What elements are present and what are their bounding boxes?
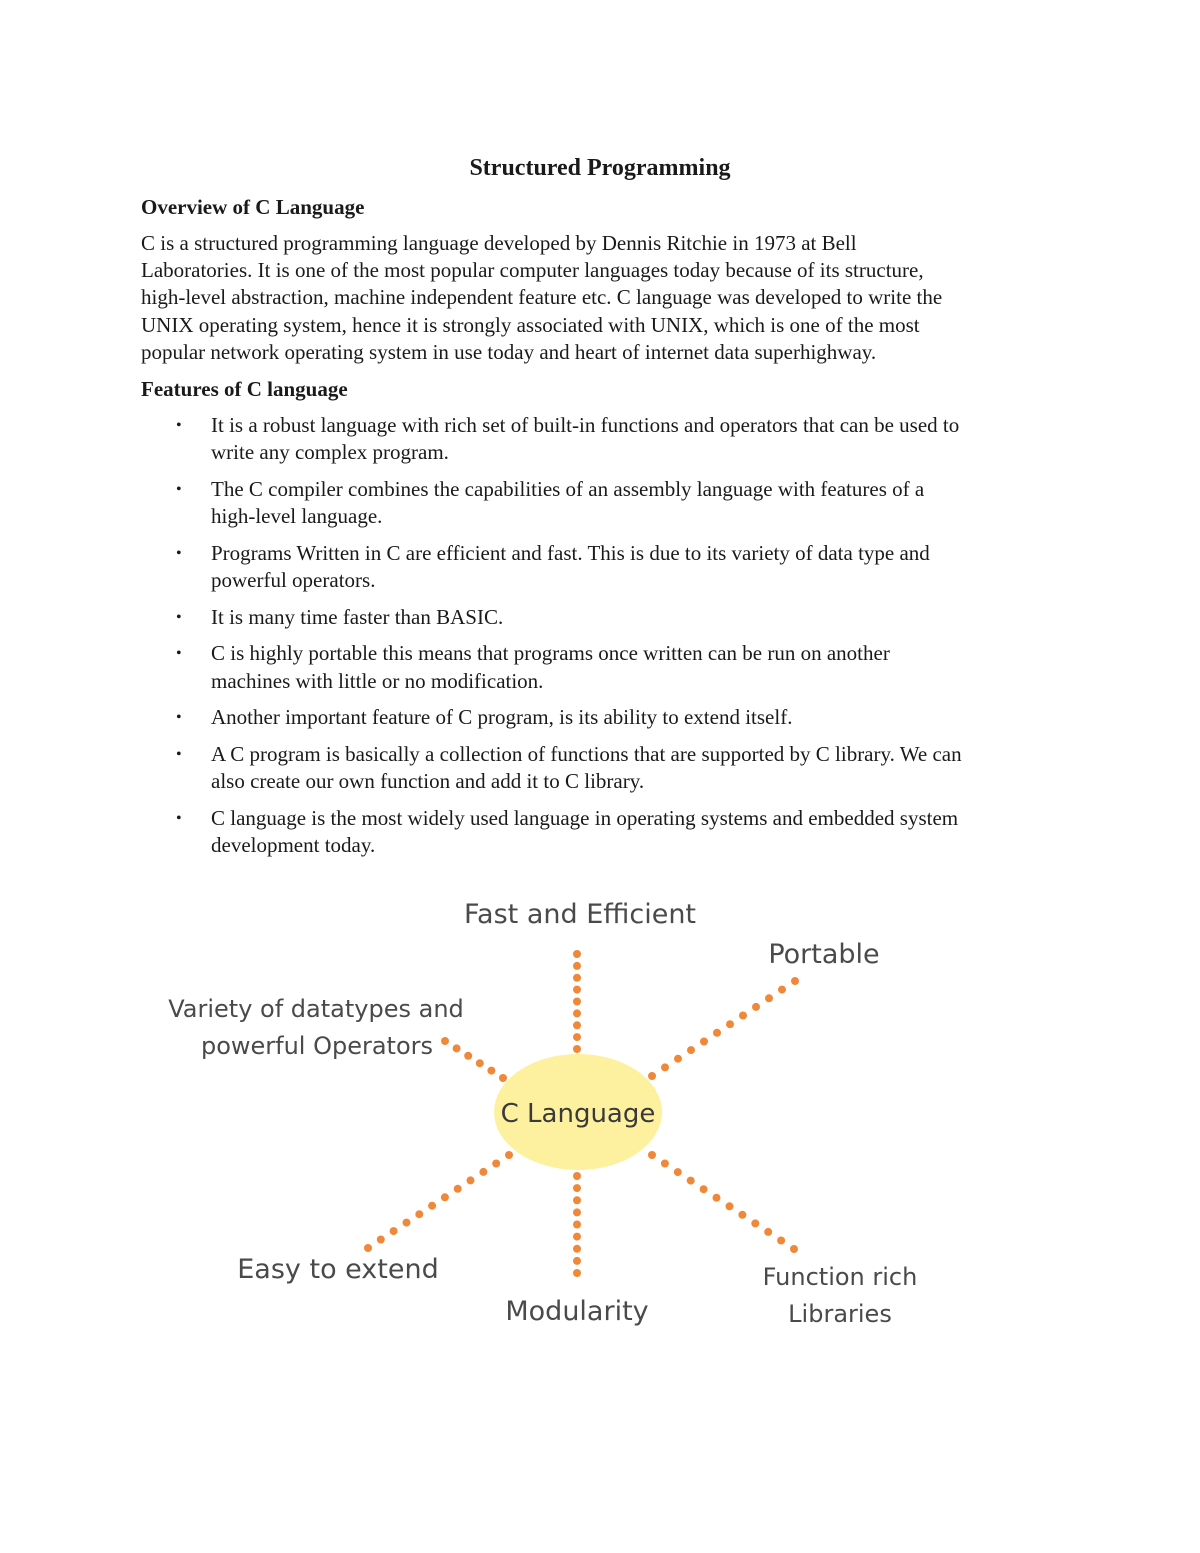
connector-dot [573, 1184, 581, 1192]
list-item-text: write any complex program. [211, 440, 449, 465]
list-item-text: machines with little or no modification. [211, 668, 544, 693]
connector-dot [764, 1228, 772, 1236]
label-modularity: Modularity [505, 1296, 649, 1327]
list-item-text: Programs Written in C are efficient and fast. This is due to its variety of data type and [211, 540, 930, 565]
connector-dot [467, 1176, 475, 1184]
list-item-text: The C compiler combines the capabilities of an assembly language with features of a [211, 476, 925, 501]
connector-dot [573, 1208, 581, 1216]
list-item-text: It is a robust language with rich set of built-in functions and operators that can be used to [211, 413, 960, 437]
features-heading: Features of C language [141, 377, 348, 401]
connector-dot [674, 1055, 682, 1063]
connector-dot [713, 1029, 721, 1037]
connector-dot [765, 994, 773, 1002]
connector-dot [573, 1172, 581, 1180]
list-item-text: A C program is basically a collection of functions that are supported by C library. We can [211, 742, 962, 767]
connector-dot [648, 1072, 656, 1080]
connector-dot [751, 1219, 759, 1227]
connector-dot [790, 1245, 798, 1253]
connector-dot [791, 977, 799, 985]
bullet-icon: • [176, 709, 182, 727]
center-label: C Language [500, 1099, 656, 1129]
connector-dot [573, 962, 581, 970]
connector-dot [573, 1257, 581, 1265]
label-function-rich-line1: Function rich [762, 1263, 918, 1291]
connector-dot [573, 974, 581, 982]
list-item-text: high-level language. [211, 504, 383, 529]
list-item-text: also create our own function and add it to C library. [211, 769, 645, 794]
label-easy-to-extend: Easy to extend [237, 1254, 439, 1285]
connector-dot [726, 1020, 734, 1028]
label-portable: Portable [768, 939, 880, 970]
connector-dot [687, 1177, 695, 1185]
connector-dot [453, 1044, 461, 1052]
connector-bottom [573, 1172, 581, 1277]
connector-dot [415, 1210, 423, 1218]
connector-dot [573, 1245, 581, 1253]
bullet-icon: • [176, 746, 182, 764]
connector-dot [403, 1219, 411, 1227]
connector-dot [441, 1193, 449, 1201]
connector-bottom-left [364, 1151, 513, 1252]
bullet-icon: • [176, 544, 182, 562]
connector-dot [573, 1021, 581, 1029]
connector-dot [752, 1003, 760, 1011]
overview-line: high-level abstraction, machine independent feature etc. C language was developed to write the [141, 285, 943, 310]
connector-dot [487, 1067, 495, 1075]
connector-dot [726, 1202, 734, 1210]
connector-dot [778, 986, 786, 994]
connector-dot [499, 1074, 507, 1082]
list-item-text: development today. [211, 833, 376, 858]
connector-dot [377, 1236, 385, 1244]
list-item-text: powerful operators. [211, 568, 376, 593]
connector-dot [777, 1237, 785, 1245]
list-item-text: C language is the most widely used language in operating systems and embedded system [211, 805, 959, 830]
connector-dot [573, 1233, 581, 1241]
list-item-text: Another important feature of C program, is its ability to extend itself. [211, 705, 793, 730]
bullet-icon: • [176, 480, 182, 498]
connector-dot [492, 1160, 500, 1168]
connector-dot [428, 1202, 436, 1210]
connector-dot [739, 1012, 747, 1020]
connector-dot [573, 1045, 581, 1053]
connector-dot [661, 1063, 669, 1071]
connector-dot [573, 950, 581, 958]
overview-line: UNIX operating system, hence it is strongly associated with UNIX, which is one of the most [141, 312, 920, 337]
document-title: Structured Programming [469, 155, 731, 181]
connector-dot [674, 1168, 682, 1176]
connector-dot [700, 1185, 708, 1193]
label-variety-of-datatypes-line1: Variety of datatypes and [168, 995, 464, 1023]
list-item-text: It is many time faster than BASIC. [211, 604, 504, 629]
bullet-icon: • [176, 809, 182, 827]
connector-dot [441, 1037, 449, 1045]
connector-top-right [648, 977, 799, 1080]
connector-dot [390, 1227, 398, 1235]
bullet-icon: • [176, 417, 182, 434]
connector-dot [648, 1151, 656, 1159]
connector-dot [738, 1211, 746, 1219]
connector-dot [573, 1009, 581, 1017]
connector-dot [364, 1244, 372, 1252]
bullet-icon: • [176, 608, 182, 626]
label-variety-of-datatypes-line2: powerful Operators [200, 1032, 434, 1060]
connector-dot [454, 1185, 462, 1193]
overview-line: C is a structured programming language developed by Dennis Ritchie in 1973 at Bell [141, 231, 857, 255]
connector-bottom-right [648, 1151, 798, 1253]
connector-dot [573, 1196, 581, 1204]
connector-dot [573, 986, 581, 994]
overview-line: popular network operating system in use today and heart of internet data superhighway. [141, 339, 877, 364]
bullet-icon: • [176, 645, 182, 663]
connector-top-left [441, 1037, 507, 1082]
overview-heading: Overview of C Language [141, 195, 365, 219]
connector-dot [476, 1059, 484, 1067]
connector-dot [573, 998, 581, 1006]
connector-dot [700, 1038, 708, 1046]
connector-dot [464, 1052, 472, 1060]
list-item-text: C is highly portable this means that programs once written can be run on another [211, 641, 890, 666]
connector-dot [713, 1194, 721, 1202]
label-fast-and-efficient: Fast and Efficient [463, 899, 697, 930]
connector-dot [505, 1151, 513, 1159]
connector-dot [573, 1221, 581, 1229]
connector-dot [479, 1168, 487, 1176]
connector-dot [661, 1160, 669, 1168]
overview-line: Laboratories. It is one of the most popular computer languages today because of its structure, [141, 258, 924, 283]
connector-top [573, 950, 581, 1053]
label-function-rich-line2: Libraries [788, 1300, 892, 1328]
connector-dot [687, 1046, 695, 1054]
connector-dot [573, 1269, 581, 1277]
connector-dot [573, 1033, 581, 1041]
